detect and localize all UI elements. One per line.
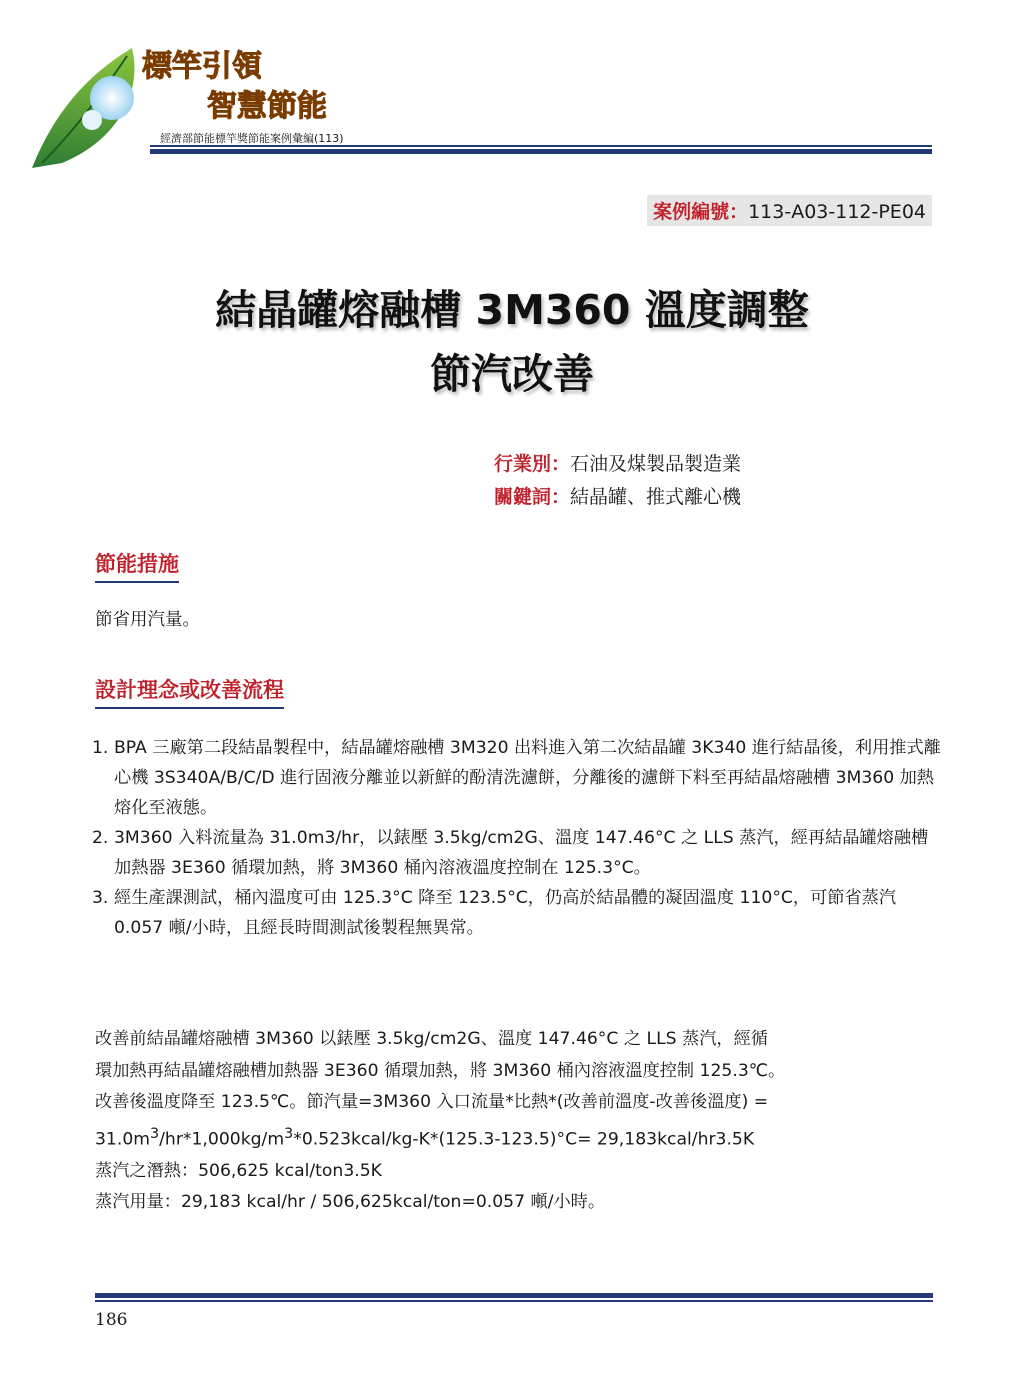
industry-value: 石油及煤製品製造業 — [570, 453, 742, 475]
title-line2: 節汽改善 — [430, 350, 594, 398]
step-number: 3. — [92, 888, 109, 908]
step-text: 3M360 入料流量為 31.0m3/hr，以錶壓 3.5kg/cm2G、溫度 147.46°C 之 LLS 蒸汽，經再結晶罐熔融槽加熱器 3E360 循環加熱，將 3M360 桶內溶液溫度控制在 125.3°C。 — [114, 828, 929, 878]
page-title — [0, 278, 1024, 406]
keywords-label: 關鍵詞： — [494, 486, 571, 508]
industry-label: 行業別： — [494, 453, 571, 475]
case-number-label: 案例編號： — [653, 201, 749, 223]
measures-heading: 節能措施 — [95, 548, 179, 583]
footer-rule — [95, 1293, 933, 1302]
paragraph-line: 蒸汽之潛熱：506,625 kcal/ton3.5K — [95, 1160, 382, 1181]
logo-line1: 標竿引領 — [142, 49, 262, 84]
design-heading: 設計理念或改善流程 — [95, 674, 284, 709]
list-item — [92, 883, 942, 943]
formula-part: 31.0m — [95, 1129, 151, 1150]
title-line1: 結晶罐熔融槽 3M360 溫度調整 — [215, 286, 809, 334]
measures-text: 節省用汽量。 — [95, 610, 200, 630]
header-rule — [150, 145, 932, 154]
paragraph-line: 改善後溫度降至 123.5℃。節汽量=3M360 入口流量*比熱*(改善前溫度-改善後溫度) = — [95, 1092, 769, 1112]
header-subtitle: 經濟部節能標竿獎節能案例彙編(113) — [160, 132, 344, 145]
keywords-value: 結晶罐、推式離心機 — [570, 486, 742, 508]
formula-part: /hr*1,000kg/m — [159, 1129, 285, 1150]
paragraph-line: 改善前結晶罐熔融槽 3M360 以錶壓 3.5kg/cm2G、溫度 147.46°C 之 LLS 蒸汽，經循 — [95, 1029, 768, 1049]
case-number-value: 113-A03-112-PE04 — [748, 201, 926, 223]
superscript: 3 — [150, 1125, 160, 1142]
steps-list — [92, 733, 942, 943]
page-number: 186 — [95, 1310, 128, 1330]
logo-line2: 智慧節能 — [207, 89, 327, 124]
case-number-box — [647, 195, 932, 226]
formula-line — [95, 1119, 945, 1156]
list-item — [92, 823, 942, 883]
list-item — [92, 733, 942, 823]
header-logo — [22, 28, 402, 178]
paragraph-line: 蒸汽用量：29,183 kcal/hr / 506,625kcal/ton=0.057 噸/小時。 — [95, 1192, 606, 1213]
step-text: BPA 三廠第二段結晶製程中，結晶罐熔融槽 3M320 出料進入第二次結晶罐 3K340 進行結晶後，利用推式離心機 3S340A/B/C/D 進行固液分離並以新鮮的酚清洗濾餅，分離後的濾餅下料至再結晶熔融槽 3M360 加熱熔化至液態。 — [114, 738, 941, 818]
step-number: 2. — [92, 828, 109, 848]
superscript: 3 — [284, 1125, 294, 1142]
meta-info — [494, 448, 741, 514]
step-text: 經生產課測試，桶內溫度可由 125.3°C 降至 123.5°C，仍高於結晶體的凝固溫度 110°C，可節省蒸汽 0.057 噸/小時，且經長時間測試後製程無異常。 — [114, 888, 897, 938]
calculation-paragraph — [95, 1024, 945, 1219]
step-number: 1. — [92, 738, 109, 758]
formula-part: *0.523kcal/kg-K*(125.3-123.5)°C= 29,183kcal/hr3.5K — [293, 1129, 755, 1150]
paragraph-line: 環加熱再結晶罐熔融槽加熱器 3E360 循環加熱，將 3M360 桶內溶液溫度控制 125.3℃。 — [95, 1060, 786, 1081]
